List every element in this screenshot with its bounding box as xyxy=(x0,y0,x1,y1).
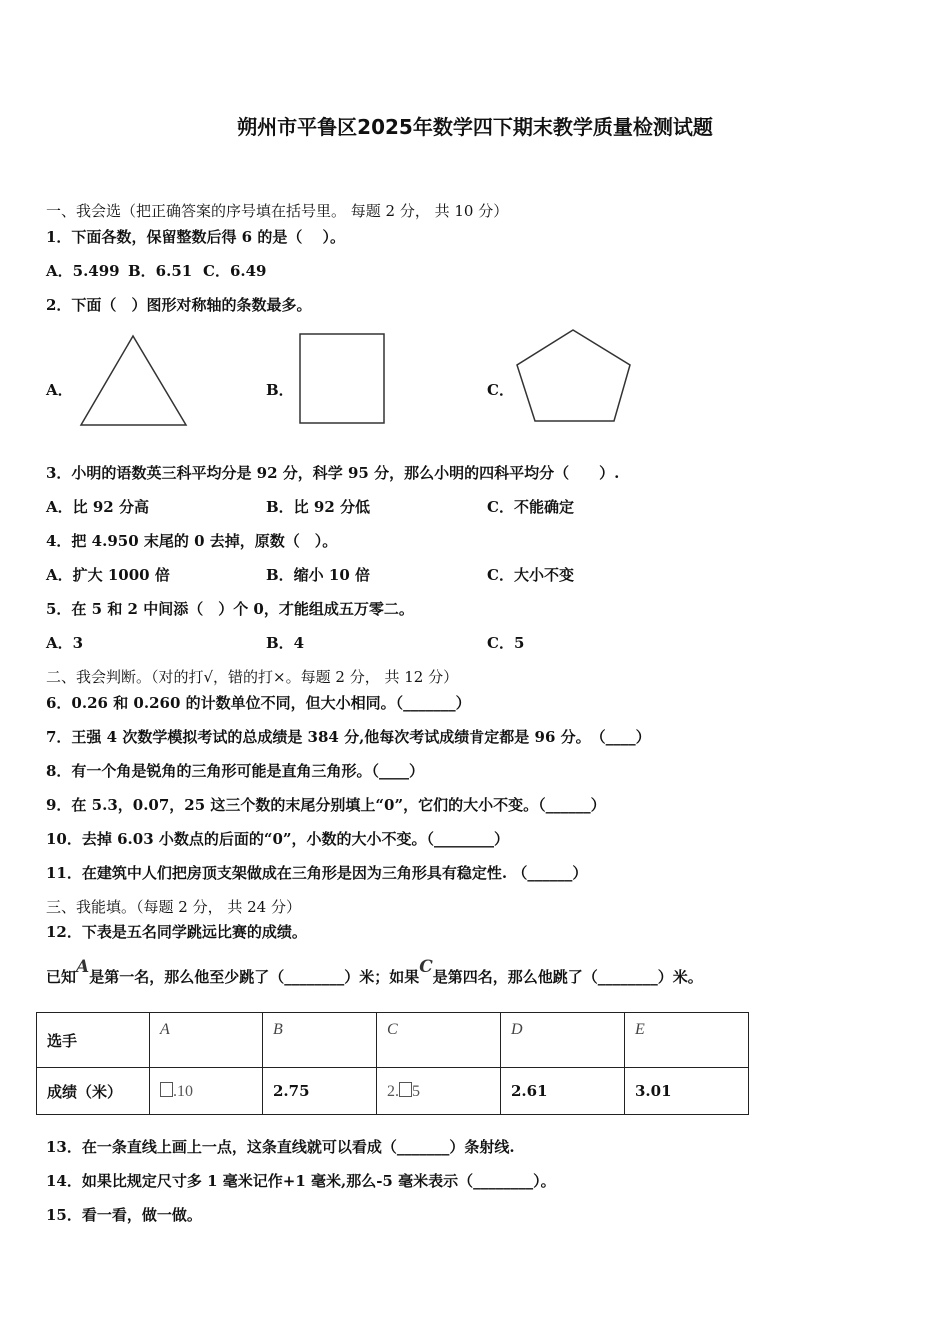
q12-prompt-part-2: 是第一名，那么他至少跳了（________）米；如果 xyxy=(89,968,420,986)
question-5: 5．在 5 和 2 中间添（ ）个 0，才能组成五万零二。 xyxy=(46,600,414,618)
score-b: 2.75 xyxy=(263,1068,377,1115)
q3-option-b: B．比 92 分低 xyxy=(266,498,370,516)
score-a xyxy=(150,1068,263,1115)
question-11: 11．在建筑中人们把房顶支架做成在三角形是因为三角形具有稳定性. （______） xyxy=(46,864,588,882)
variable-a: A xyxy=(76,957,90,977)
question-10: 10．去掉 6.03 小数点的后面的“0”，小数的大小不变。（________） xyxy=(46,830,510,848)
q1-option-b: B．6.51 xyxy=(128,262,193,280)
q2-option-a: A． xyxy=(46,381,73,399)
row-label: 成绩（米） xyxy=(37,1068,150,1115)
q4-option-a: A．扩大 1000 倍 xyxy=(46,566,170,584)
table-header-row xyxy=(37,1013,749,1068)
q5-option-c: C．5 xyxy=(487,634,525,652)
section-1-heading: 一、我会选（把正确答案的序号填在括号里。 每题 2 分， 共 10 分） xyxy=(46,202,509,220)
missing-digit-box xyxy=(399,1082,412,1097)
q1-option-c: C．6.49 xyxy=(203,262,267,280)
q4-option-c: C．大小不变 xyxy=(487,566,574,584)
question-7: 7．王强 4 次数学模拟考试的总成绩是 384 分,他每次考试成绩肯定都是 96 分。 （____） xyxy=(46,728,651,746)
question-1: 1．下面各数，保留整数后得 6 的是（ ）。 xyxy=(46,228,346,246)
page-title: 朔州市平鲁区2025年数学四下期末教学质量检测试题 xyxy=(237,115,713,139)
question-9: 9．在 5.3，0.07，25 这三个数的末尾分别填上“0”，它们的大小不变。（______） xyxy=(46,796,606,814)
q2-option-c: C． xyxy=(487,381,514,399)
question-14: 14．如果比规定尺寸多 1 毫米记作+1 毫米,那么-5 毫米表示（________）。 xyxy=(46,1172,556,1190)
question-15: 15．看一看，做一做。 xyxy=(46,1206,202,1224)
score-c xyxy=(377,1068,501,1115)
missing-digit-box xyxy=(160,1082,173,1097)
variable-c: C xyxy=(419,957,433,977)
header-a: A xyxy=(150,1013,263,1068)
score-c-prefix: 2. xyxy=(387,1082,399,1100)
header-e: E xyxy=(625,1013,749,1068)
score-a-suffix: .10 xyxy=(173,1082,193,1100)
triangle-icon xyxy=(78,333,190,429)
section-2-heading: 二、我会判断。（对的打√，错的打×。每题 2 分， 共 12 分） xyxy=(46,668,459,686)
question-8: 8．有一个角是锐角的三角形可能是直角三角形。（____） xyxy=(46,762,424,780)
q12-prompt-part-1: 已知 xyxy=(46,968,77,986)
question-12: 12．下表是五名同学跳远比赛的成绩。 xyxy=(46,923,307,941)
section-3-heading: 三、我能填。（每题 2 分， 共 24 分） xyxy=(46,898,301,916)
header-b: B xyxy=(263,1013,377,1068)
pentagon-icon xyxy=(513,327,635,427)
q12-prompt-part-3: 是第四名，那么他跳了（________）米。 xyxy=(432,968,703,986)
score-c-suffix: 5 xyxy=(412,1082,420,1100)
q2-option-b: B． xyxy=(266,381,294,399)
question-13: 13．在一条直线上画上一点，这条直线就可以看成（_______）条射线. xyxy=(46,1138,515,1156)
q3-option-c: C．不能确定 xyxy=(487,498,574,516)
score-e: 3.01 xyxy=(625,1068,749,1115)
long-jump-table xyxy=(36,1012,749,1115)
q4-option-b: B．缩小 10 倍 xyxy=(266,566,370,584)
header-d: D xyxy=(501,1013,625,1068)
question-2: 2．下面（ ）图形对称轴的条数最多。 xyxy=(46,296,312,314)
question-3: 3．小明的语数英三科平均分是 92 分，科学 95 分，那么小明的四科平均分（ ）. xyxy=(46,464,620,482)
header-c: C xyxy=(377,1013,501,1068)
question-12-prompt xyxy=(46,957,703,987)
question-4: 4．把 4.950 末尾的 0 去掉，原数（ ）。 xyxy=(46,532,338,550)
q3-option-a: A．比 92 分高 xyxy=(46,498,149,516)
q1-option-a: A．5.499 xyxy=(46,262,120,280)
table-row xyxy=(37,1068,749,1115)
header-player: 选手 xyxy=(37,1013,150,1068)
question-6: 6．0.26 和 0.260 的计数单位不同，但大小相同。（_______） xyxy=(46,694,471,712)
square-icon xyxy=(298,332,388,426)
score-d: 2.61 xyxy=(501,1068,625,1115)
q5-option-a: A．3 xyxy=(46,634,84,652)
q5-option-b: B．4 xyxy=(266,634,305,652)
